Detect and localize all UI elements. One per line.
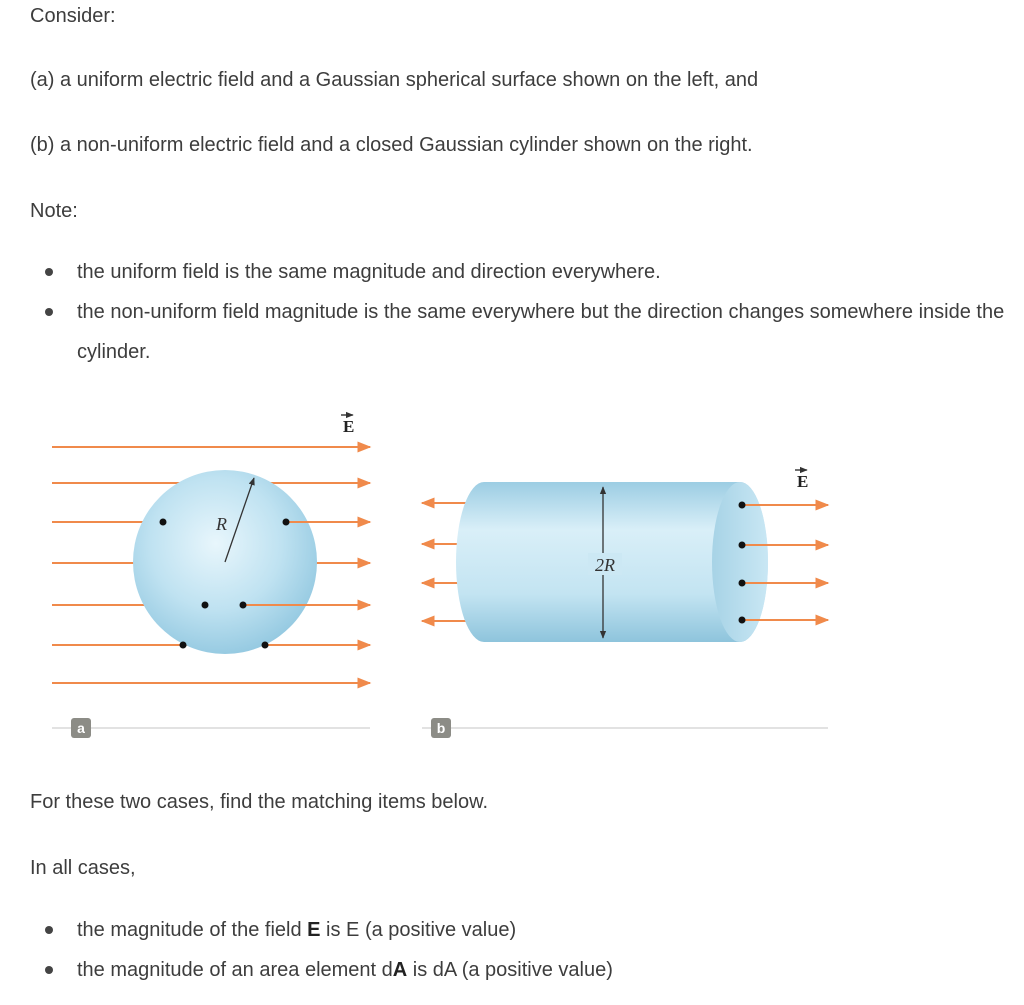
field-label-a <box>341 415 354 436</box>
diameter-label: 2R <box>595 555 615 575</box>
case-area-post: is dA (a positive value) <box>407 959 613 981</box>
case-a-text: (a) a uniform electric field and a Gaussian spherical surface shown on the left, and <box>30 69 759 91</box>
case-field-post: is E (a positive value) <box>320 919 517 941</box>
case-b-text: (b) a non-uniform electric field and a closed Gaussian cylinder shown on the right. <box>30 134 753 156</box>
case-area-bold: A <box>392 959 408 981</box>
radius-label: R <box>216 514 227 534</box>
field-label-b-text: E <box>797 472 809 491</box>
question-text: For these two cases, find the matching items below. <box>30 791 488 813</box>
case-field-bold: E <box>307 919 321 941</box>
field-label-a-text: E <box>343 417 355 436</box>
panel-b-tag-text: b <box>436 720 446 736</box>
intro-text: Consider: <box>30 5 116 27</box>
field-label-b <box>795 470 808 491</box>
note-label: Note: <box>30 200 78 222</box>
notes-list <box>30 252 1010 372</box>
note-item-uniform: the uniform field is the same magnitude and direction everywhere. <box>30 252 1010 292</box>
case-field-pre: the magnitude of the field <box>77 919 308 941</box>
note-item-nonuniform: the non-uniform field magnitude is the same everywhere but the direction changes somewhere inside the cylinder. <box>30 292 1010 372</box>
case-item-field <box>30 910 1010 950</box>
gauss-figure <box>40 395 840 745</box>
case-item-area <box>30 950 1010 990</box>
cases-list <box>30 910 1010 990</box>
case-area-pre: the magnitude of an area element d <box>77 959 393 981</box>
in-all-cases-text: In all cases, <box>30 857 136 879</box>
panel-a-tag-text: a <box>77 720 85 736</box>
